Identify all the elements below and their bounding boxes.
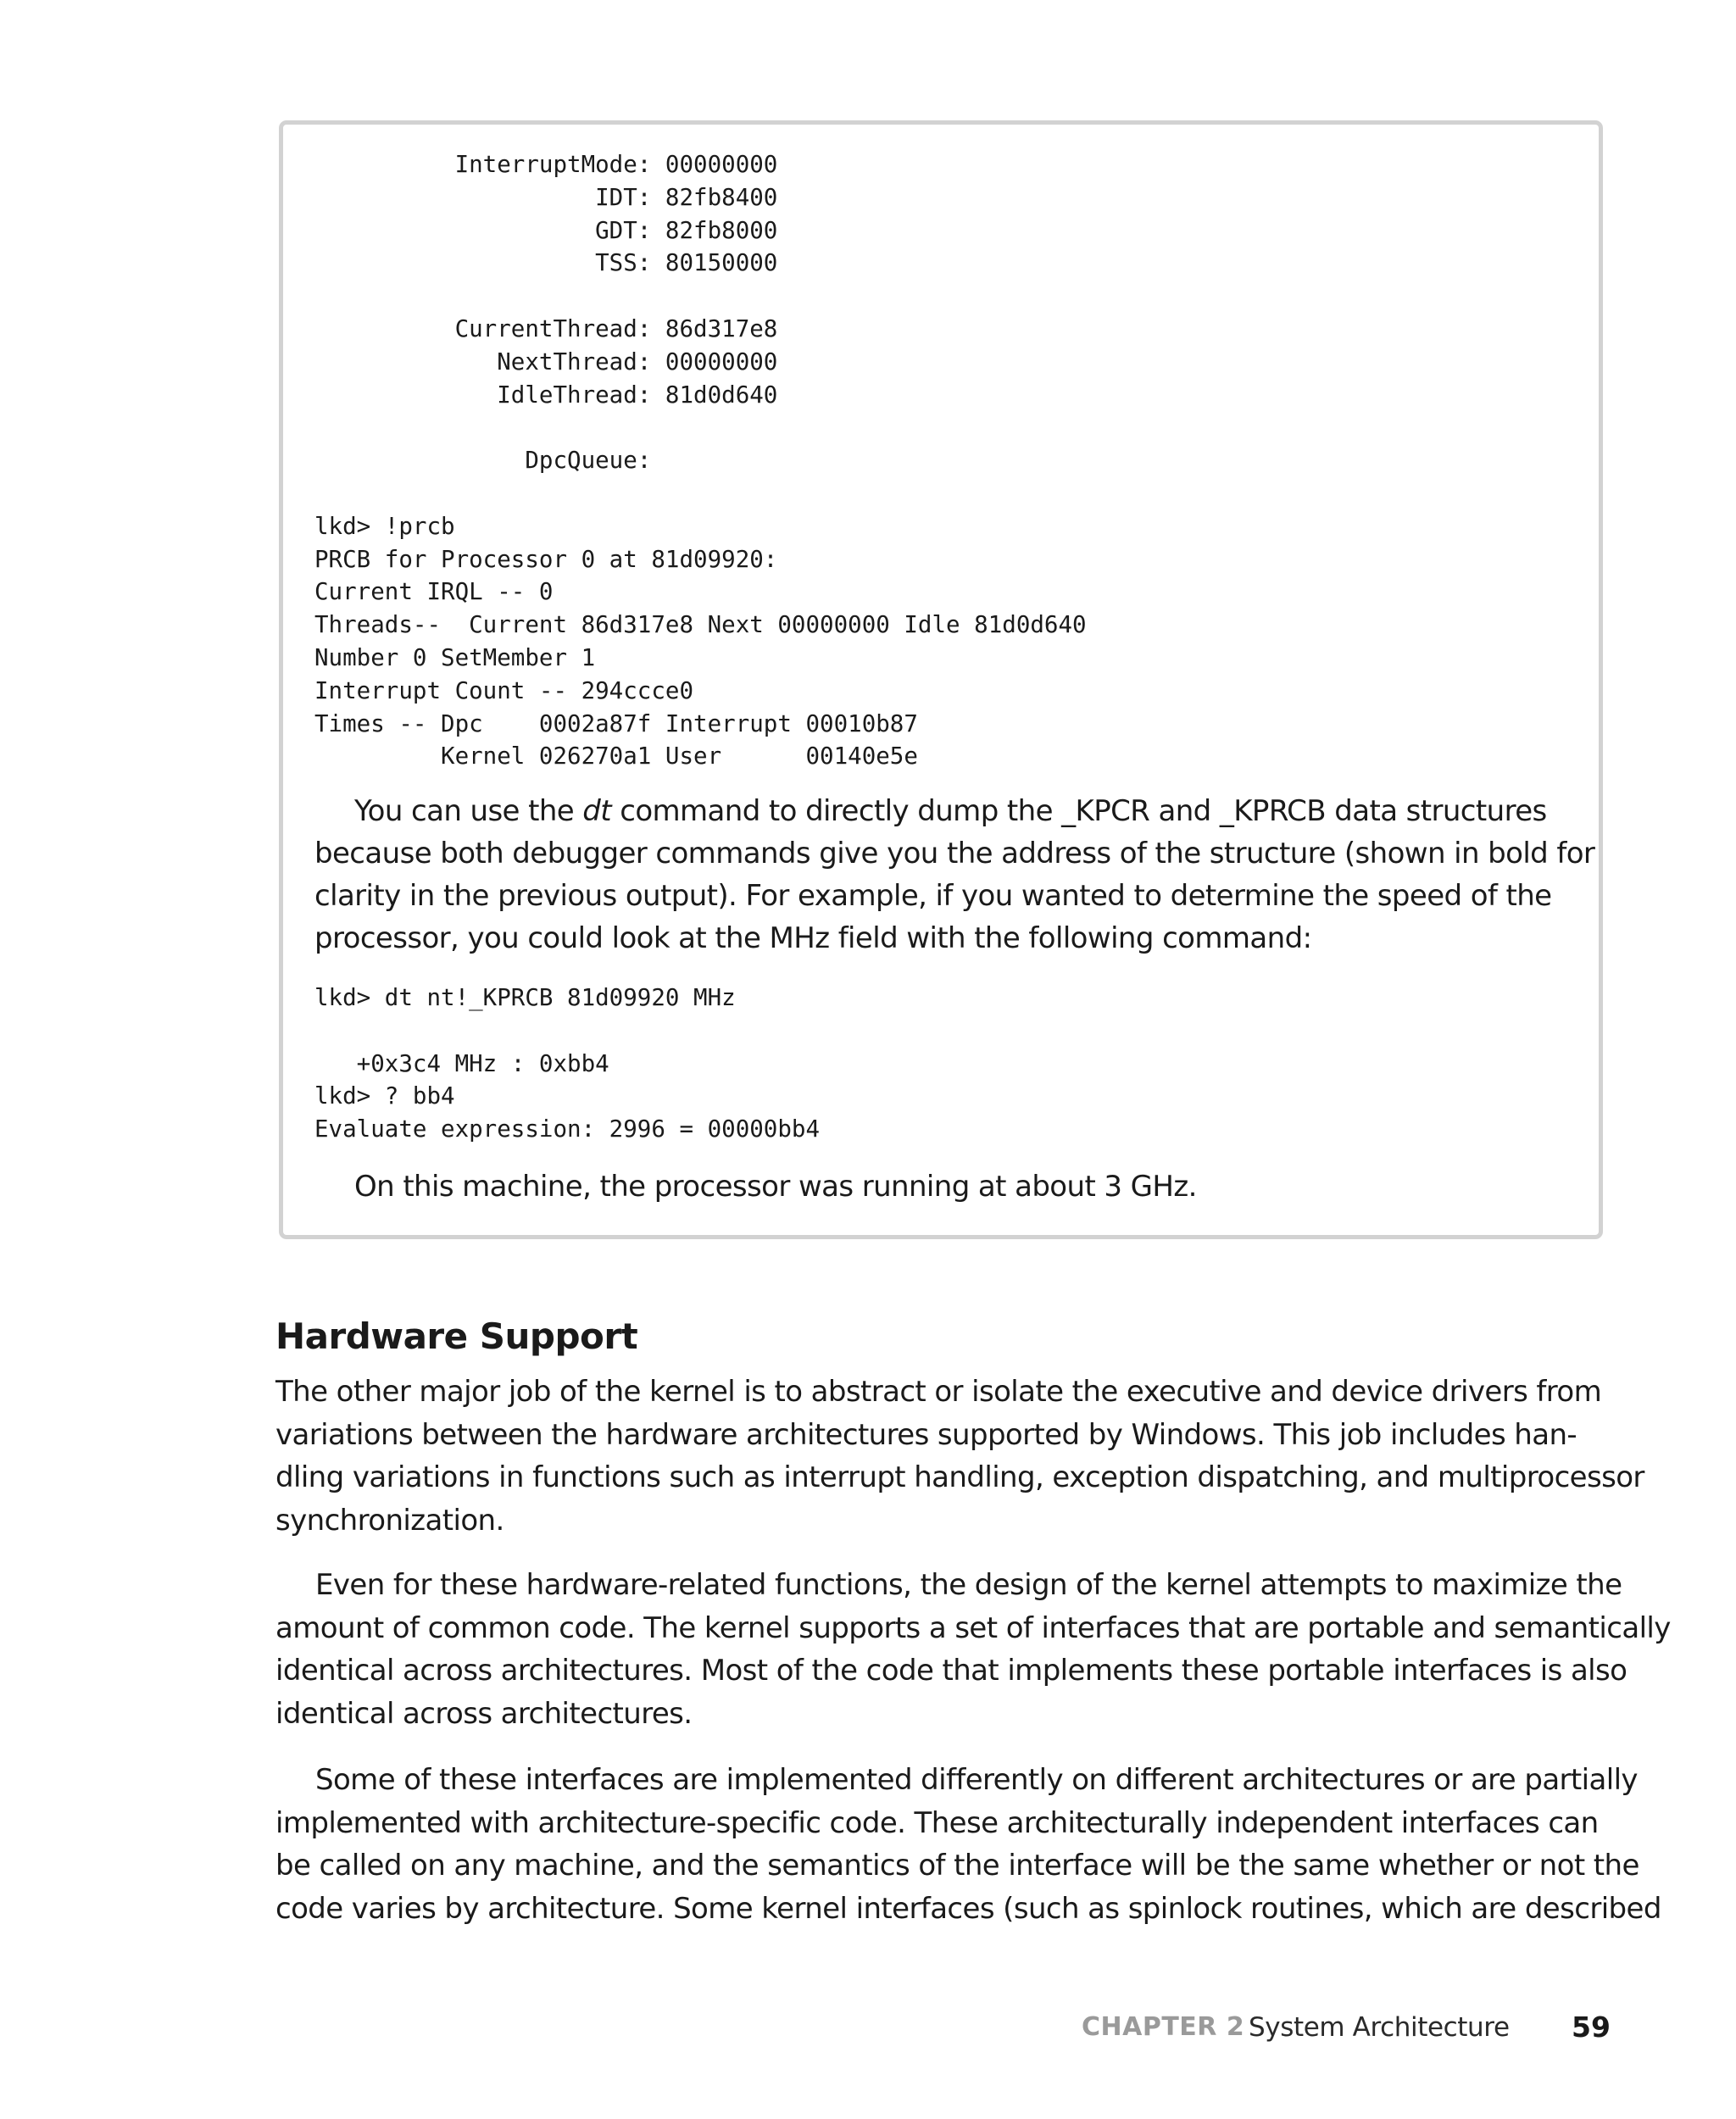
paragraph-line: synchronization. [275,1503,504,1538]
paragraph-line: clarity in the previous output). For example, if you wanted to determine the speed of the [314,879,1552,913]
paragraph-line: amount of common code. The kernel supports a set of interfaces that are portable and semantically [275,1610,1671,1645]
paragraph-line [314,790,1586,832]
paragraph-text: You can use the [354,794,583,828]
body-paragraph-1 [275,1371,1644,1542]
paragraph-line: implemented with architecture-specific code. These architecturally independent interfaces can [275,1805,1599,1840]
paragraph-line: The other major job of the kernel is to abstract or isolate the executive and device drivers from [275,1375,1602,1409]
paragraph-line: variations between the hardware architectures supported by Windows. This job includes han- [275,1417,1577,1452]
paragraph-line: dling variations in functions such as interrupt handling, exception dispatching, and multiprocessor [275,1460,1644,1494]
section-heading-hardware-support: Hardware Support [275,1315,638,1357]
experiment-paragraph-dt-command [314,790,1595,959]
paragraph-line: identical across architectures. Most of the code that implements these portable interfaces is also [275,1654,1628,1688]
body-paragraph-2 [275,1564,1671,1735]
paragraph-line: processor, you could look at the MHz field with the following command: [314,921,1312,955]
debugger-output-code-block: InterruptMode: 00000000 IDT: 82fb8400 GDT: 82fb8000 TSS: 80150000 CurrentThread: 86d317e8 NextThread: 00000000 IdleThread: 81d0d640 DpcQueue: lkd> !prcb PRCB for Processor 0 at 81d09920: Current IRQL -- 0 Threads-- Current 86d317e8 Next 00000000 Idle 81d0d640 Number 0 SetMember 1 Interrupt Count -- 294ccce0 Times -- Dpc 0002a87f Interrupt 00010b87 Kernel 026270a1 User 00140e5e [314,151,1087,770]
experiment-paragraph-conclusion [314,1165,1586,1208]
paragraph-line: code varies by architecture. Some kernel interfaces (such as spinlock routines, which are described [275,1891,1661,1926]
paragraph-line: Some of these interfaces are implemented differently on different architectures or are partially [315,1763,1638,1797]
dt-command-italic: dt [582,794,612,828]
footer-chapter-label: CHAPTER 2 [1082,2012,1245,2042]
paragraph-line: Even for these hardware-related functions, the design of the kernel attempts to maximize the [315,1568,1622,1602]
page-number: 59 [1572,2011,1611,2044]
body-paragraph-3 [275,1759,1661,1930]
paragraph-line: On this machine, the processor was running at about 3 GHz. [354,1170,1197,1204]
dt-command-code-block: lkd> dt nt!_KPRCB 81d09920 MHz +0x3c4 MHz : 0xbb4 lkd> ? bb4 Evaluate expression: 2996 = 00000bb4 [314,984,821,1143]
paragraph-text: command to directly dump the _KPCR and _KPRCB data structures [611,794,1547,828]
paragraph-line: be called on any machine, and the semantics of the interface will be the same whether or not the [275,1849,1639,1883]
paragraph-line: because both debugger commands give you the address of the structure (shown in bold for [314,837,1595,870]
paragraph-line: identical across architectures. [275,1696,693,1731]
footer-chapter-title: System Architecture [1249,2012,1510,2043]
